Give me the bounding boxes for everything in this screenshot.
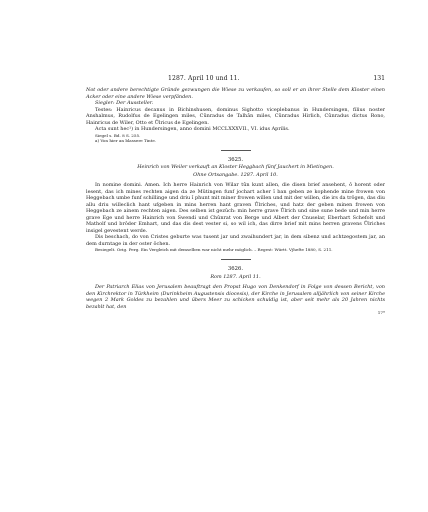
document-summary: Der Patriarch Elias von Jerusalem beauftragt den Propst Hugo von Denkendorf in Folge von dessen Bericht, von den Kirchrektor in Türkheim (Durinkheim Augustensis diocesis), der Kirche in Jerusalem alljährlich von seiner Kirche wegen 2 Mark Goldes zu bezahlen und übers Meer zu schicken schuldig ist, aber seit mehr als 20 Jahren nichts bezahlt hat, den xyxy=(86,284,385,310)
source-note: Besiegelt. Orig. Perg. Ein Vergleich mit demselben war nicht mehr möglich. – Regest: Württ. Vjhefte 1880, S. 211. xyxy=(95,247,333,253)
siegler-line: Siegler: Der Aussteller. xyxy=(95,100,154,107)
testes-paragraph: Testes: Hainricus decanus in Bichinshusen, dominus Sighotto viceplebanus in Hundersingen, filius noster Anshalmus, Rudolfus de Egelingen miles, Cůnradus de Talhǎn miles, Cůnradus Hirlich, Cůnradus dictus Rono, Hainricus de Wiler, Otto et Ůlricus de Egelingen. xyxy=(86,106,385,126)
continuation-italic: Not oder andere berechtigte Gründe gezwungen die Wiese zu verkaufen, so soll er an ihrer Stelle dem Kloster einen Acker oder eine andere Wiese verpfänden. xyxy=(86,87,385,100)
page-number: 131 xyxy=(373,75,385,82)
document-place-date: Rom 1287. April 11. xyxy=(210,274,261,281)
page-header xyxy=(86,74,385,84)
footnote: a) Von hier an blassere Tinte. xyxy=(95,138,157,144)
acta-line: Acta sunt hec¹) in Hundersingen, anno domini MCCLXXXVII., VI. idus Aprilis. xyxy=(95,126,290,133)
siegel-note: Siegel s. Bd. 8 S. 255. xyxy=(95,132,141,138)
document-number: 3626. xyxy=(227,266,244,273)
signature-mark: 17* xyxy=(377,310,385,316)
document-title: Heinrich von Weiler verkauft an Kloster Heggbach fünf Jauchert in Mietingen. xyxy=(137,164,334,171)
running-title: 1287. April 10 und 11. xyxy=(168,75,240,82)
document-number: 3625. xyxy=(227,157,244,164)
section-divider xyxy=(221,259,251,260)
section-divider xyxy=(221,150,251,151)
document-place-date: Ohne Ortsangabe. 1287. April 10. xyxy=(193,172,278,179)
document-body: In nomine domini. Amen. Ich herre Hainrich von Wilar tůn kunt allen, die disen brief ansehent, ǒ horent oder lesent, das ich mines rechten aigen da ze Mǔtingen funf jochart acher ǐ ban geben ze kophende mine frowen von Heggebach umbe funf schillinge und driu ǐ phunt mit miner frowen willen und mit der willen, die irs da trǒgen, das diu allu driu willeclich hant ufgeben in mins herren hant graven Ůlriches, und hatz der geben minen frowen von Heggebach ze ainem rechten aigen. Des selben ist gezǔch: min herre grave Ůlrich und sine sune bede und min herre grave Ege und herre Hainrich von Swendi und Chǔnrat von Berge und Albert der Cnuselar, Eberhart Schefolt und Matholf und brǒder Emhart, und das dis dest vester si, so wil ich, das dirre brief mit mins herren gravens Ůlriches insigel gevestent werde. xyxy=(86,182,385,234)
document-date-line: Dis beschach, do von Cristes geburte was tusent jar und zwaihundert jar, in dem sibenz und achtzegostem jar, an dem durntage in der oster ǒchen. xyxy=(86,234,385,247)
